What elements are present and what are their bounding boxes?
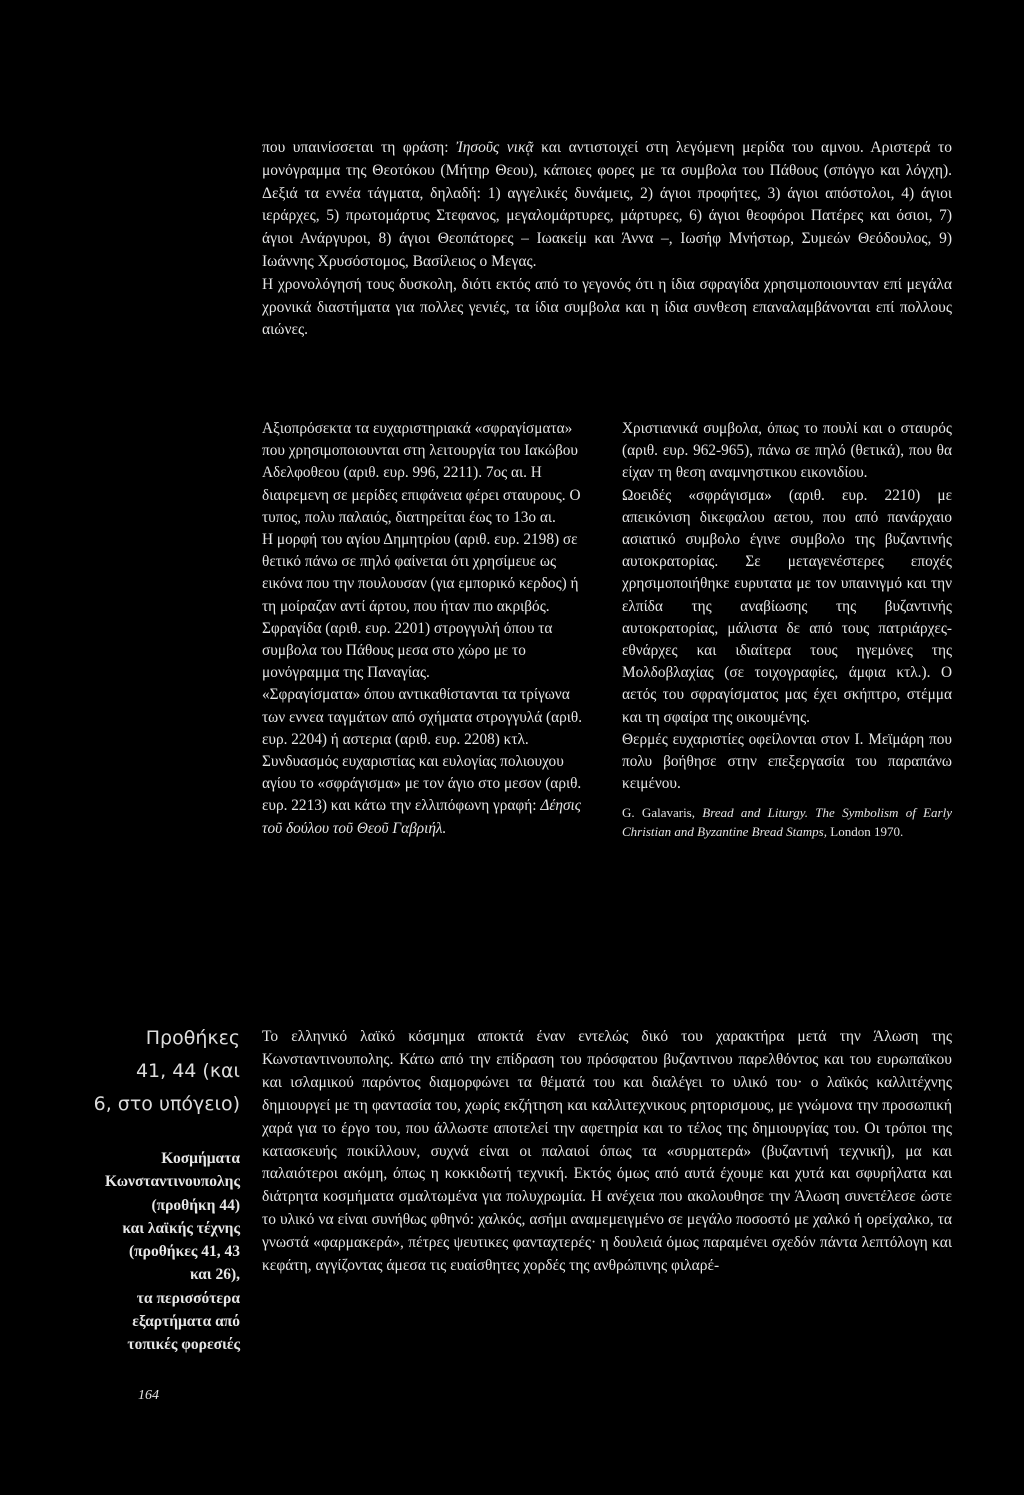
reference-title: Bread and Liturgy. The Symbolism of Early Christian and Byzantine Bread Stamps, <box>622 805 952 840</box>
acknowledgement: Θερμές ευχαριστίες οφείλονται στον Ι. Μεϊμάρη που πολυ βοήθησε στην επεξεργασία του παραπάνω κειμένου. <box>622 730 952 793</box>
section-heading: Προθήκες 41, 44 (και 6, στο υπόγειο) <box>93 1027 240 1115</box>
bibliography-reference: G. Galavaris, Bread and Liturgy. The Symbolism of Early Christian and Byzantine Bread Stamps, London 1970. <box>622 805 952 840</box>
caption-paragraph: Ωοειδές «σφράγισμα» (αριθ. ευρ. 2210) με απεικόνιση δικεφαλου αετου, που από πανάρχαιο ασιατικό συμβολο έγινε συμβολο της βυζαντινής αυτοκρατορίας. Σε μεταγενέστερες εποχές χρησιμοποιήθηκε ευρυτατα με τον υπαινιγμό και την ελπίδα της αναβίωσης της βυζαντινής αυτοκρατορίας, μάλιστα δε από τους πατριάρχες-εθνάρχες και ιδιαίτερα τους ηγεμόνες της Μολδοβλαχίας (σε τοιχογραφίες, άμφια κτλ.). Ο αετός του σφραγίσματος μας έχει σκήπτρο, στέμμα και τη σφαίρα της οικουμένης. <box>622 486 952 726</box>
section-sidebar <box>60 1022 240 1357</box>
body-paragraph: Το ελληνικό λαϊκό κόσμημα αποκτά έναν εντελώς δικό του χαρακτήρα μετά την Άλωση της Κωνσταντινουπολης. Κάτω από την επίδραση του πρόσφατου βυζαντινου παρελθόντος και του ευρωπαϊκου και ισλαμικού παρόντος διαμορφώνει τα θέματά του και διαλέγει το υλικό του· ο λαϊκός καλλιτέχνης δημιουργεί με τη φαντασία του, χωρίς εκζήτηση και καλλιτεχνικους ρητορισμους, με γνώμονα την προσωπική χαρά για το έργο του, που άλλωστε αποτελεί την αφετηρία και το τέλος της δημιουργίας του. Οι τρόποι της κατασκευής ποικίλλουν, συχνά είναι οι παλαιοί όπως τα «συρματερά» (βυζαντινή τεχνική), μα και παλαιότεροι ακόμη, όπως η κοκκιδωτή τεχνική. Εκτός όμως από αυτά έχουμε και χυτά και σφυρήλατα και διάτρητα κοσμήματα σμαλτωμένα για πολυχρωμία. Η ανέχεια που ακολουθησε την Άλωση συνετέλεσε ώστε το υλικό να είναι συνήθως φθηνό: χαλκός, ασήμι αναμεμειγμένο σε μεγάλο ποσοστό με χαλκό ή ορείχαλκο, τα γνωστά «φαρμακερά», πέτρες ψευτικες φανταχτερές· η δουλειά όμως παραμένει σχεδόν πάντα λεπτόλογη και κεφάτη, αγγίζοντας άμεσα τις ευαίσθητες χορδές της ανθρώπινης φιλαρέ- <box>262 1028 952 1275</box>
caption-paragraph: Η μορφή του αγίου Δημητρίου (αριθ. ευρ. 2198) σε θετικό πάνω σε πηλό φαίνεται ότι χρησίμευε ως εικόνα που την πουλουσαν (για εμπορικό κερδος) ή τη μοίραζαν αντί άρτου, που ήταν πιο ακριβός. <box>262 531 579 615</box>
caption-paragraph: Συνδυασμός ευχαριστίας και ευλογίας πολιουχου αγίου το «σφράγισμα» με τον άγιο στο μεσον (αριθ. ευρ. 2213) και κάτω την ελλιπόφωνη γραφή: Δέησις τοῦ δούλου τοῦ Θεοῦ Γαβριήλ. <box>262 753 582 837</box>
page-number: 164 <box>138 1388 159 1403</box>
inscription-phrase: Ἰησοῦς νικᾷ <box>456 139 534 156</box>
intro-text <box>262 137 952 342</box>
caption-column-right <box>622 418 952 841</box>
caption-column-left <box>262 418 594 840</box>
inscription-text: Δέησις τοῦ δούλου τοῦ Θεοῦ Γαβριήλ. <box>262 797 581 837</box>
intro-paragraph-1: που υπαινίσσεται τη φράση: Ἰησοῦς νικᾷ και αντιστοιχεί στη λεγόμενη μερίδα του αμνου. Αριστερά το μονόγραμμα της Θεοτόκου (Μήτηρ Θεου), κάποιες φορες με τα συμβολα του Πάθους (σπόγγο και λόγχη). Δεξιά τα εννέα τάγματα, δηλαδή: 1) αγγελικές δυνάμεις, 2) άγιοι προφήτες, 3) άγιοι απόστολοι, 4) άγιοι ιεράρχες, 5) πρωτομάρτυς Στεφανος, μεγαλομάρτυρες, μάρτυρες, 6) άγιοι θεοφόροι Πατέρες και όσιοι, 7) άγιοι Ανάργυροι, 8) άγιοι Θεοπάτορες – Ιωακείμ και Άννα –, Ιωσήφ Μνήστωρ, Συμεών Θεόδουλος, 9) Ιωάννης Χρυσόστομος, Βασίλειος ο Μεγας. <box>262 139 952 270</box>
caption-paragraph: Αξιοπρόσεκτα τα ευχαριστηριακά «σφραγίσματα» που χρησιμοποιουνται στη λειτουργία του Ιακώβου Αδελφοθεου (αριθ. ευρ. 996, 2211). 7ος αι. Η διαιρεμενη σε μερίδες επιφάνεια φέρει σταυρους. Ο τυπος, πολυ παλαιός, διατηρείται έως το 13ο αι. <box>262 420 581 526</box>
caption-paragraph: «Σφραγίσματα» όπου αντικαθίστανται τα τρίγωνα των εννεα ταγμάτων από σχήματα στρογγυλά (αριθ. ευρ. 2204) ή αστερια (αριθ. ευρ. 2208) κτλ. <box>262 686 583 748</box>
caption-paragraph: Σφραγίδα (αριθ. ευρ. 2201) στρογγυλή όπου τα συμβολα του Πάθους μεσα στο χώρο με το μονόγραμμα της Παναγίας. <box>262 619 553 682</box>
main-body-text <box>262 1026 952 1278</box>
section-subheading: Κοσμήματα Κωνσταντινουπολης (προθήκη 44) και λαϊκής τέχνης (προθήκες 41, 43 και 26), τα περισσότερα εξαρτήματα από τοπικές φορεσιές <box>104 1150 240 1354</box>
caption-paragraph: Χριστιανικά συμβολα, όπως το πουλί και ο σταυρός (αριθ. ευρ. 962-965), πάνω σε πηλό (θετικά), που θα είχαν τη θεση αναμνηστικου εικονιδίου. <box>622 420 952 482</box>
intro-paragraph-2: Η χρονολόγησή τους δυσκολη, διότι εκτός από το γεγονός ότι η ίδια σφραγίδα χρησιμοποιουνταν επί μεγάλα χρονικά διαστήματα για πολλες γενιές, τα ίδια συμβολα και η ίδια συνθεση επαναλαμβάνονται επί πολλους αιώνες. <box>262 275 952 339</box>
